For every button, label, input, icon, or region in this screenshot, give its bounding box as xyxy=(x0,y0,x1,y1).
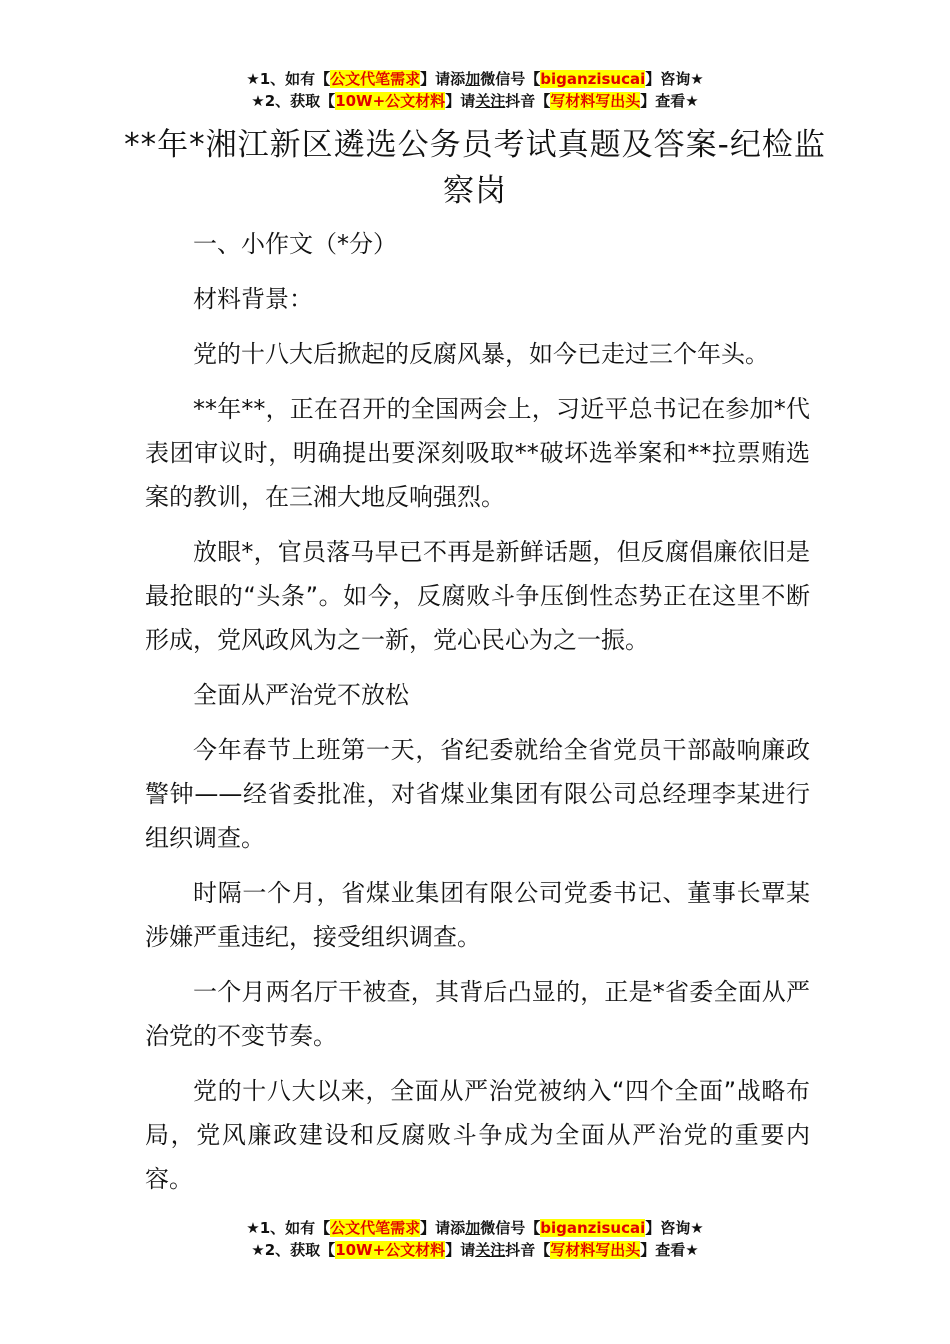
promo-douyin-id: 写材料写出头 xyxy=(550,92,641,110)
promo-highlight: 公文代笔需求 xyxy=(330,1219,421,1237)
paragraph: 党的十八大后掀起的反腐风暴，如今已走过三个年头。 xyxy=(193,340,769,368)
promo-wechat-id: biganzisucai xyxy=(540,70,646,88)
subheading: 全面从严治党不放松 xyxy=(193,681,409,709)
promo-highlight: 10W+公文材料 xyxy=(335,92,446,110)
paragraph: **年**，正在召开的全国两会上，习近平总书记在参加*代表团审议时，明确提出要深刻吸取**破坏选举案和**拉票贿选案的教训，在三湘大地反响强烈。 xyxy=(145,395,810,511)
promo-douyin-id: 写材料写出头 xyxy=(550,1241,641,1259)
promo-wechat-id: biganzisucai xyxy=(540,1219,646,1237)
paragraph: 材料背景： xyxy=(193,285,313,313)
paragraph: 今年春节上班第一天，省纪委就给全省党员干部敲响廉政警钟——经省委批准，对省煤业集团有限公司总经理李某进行组织调查。 xyxy=(145,736,810,852)
section-heading: 一、小作文（*分） xyxy=(193,230,397,258)
bottom-promo-banner xyxy=(0,1217,950,1261)
promo-line-2: ★2、获取【10W+公文材料】请关注抖音【写材料写出头】查看★ xyxy=(251,92,699,110)
paragraph: 一个月两名厅干被查，其背后凸显的，正是*省委全面从严治党的不变节奏。 xyxy=(145,978,810,1050)
promo-line-1: ★1、如有【公文代笔需求】请添加微信号【biganzisucai】咨询★ xyxy=(246,1219,704,1237)
top-promo-banner xyxy=(0,68,950,112)
promo-line-2: ★2、获取【10W+公文材料】请关注抖音【写材料写出头】查看★ xyxy=(251,1241,699,1259)
promo-line-1: ★1、如有【公文代笔需求】请添加微信号【biganzisucai】咨询★ xyxy=(246,70,704,88)
promo-highlight: 公文代笔需求 xyxy=(330,70,421,88)
document-title: **年*湘江新区遴选公务员考试真题及答案-纪检监察岗 xyxy=(124,127,826,209)
promo-highlight: 10W+公文材料 xyxy=(335,1241,446,1259)
paragraph: 党的十八大以来，全面从严治党被纳入“四个全面”战略布局，党风廉政建设和反腐败斗争成为全面从严治党的重要内容。 xyxy=(145,1077,810,1193)
document-body xyxy=(145,222,810,1212)
paragraph: 放眼*，官员落马早已不再是新鲜话题，但反腐倡廉依旧是最抢眼的“头条”。如今，反腐败斗争压倒性态势正在这里不断形成，党风政风为之一新，党心民心为之一振。 xyxy=(145,538,810,654)
paragraph: 时隔一个月，省煤业集团有限公司党委书记、董事长覃某涉嫌严重违纪，接受组织调查。 xyxy=(145,879,810,951)
